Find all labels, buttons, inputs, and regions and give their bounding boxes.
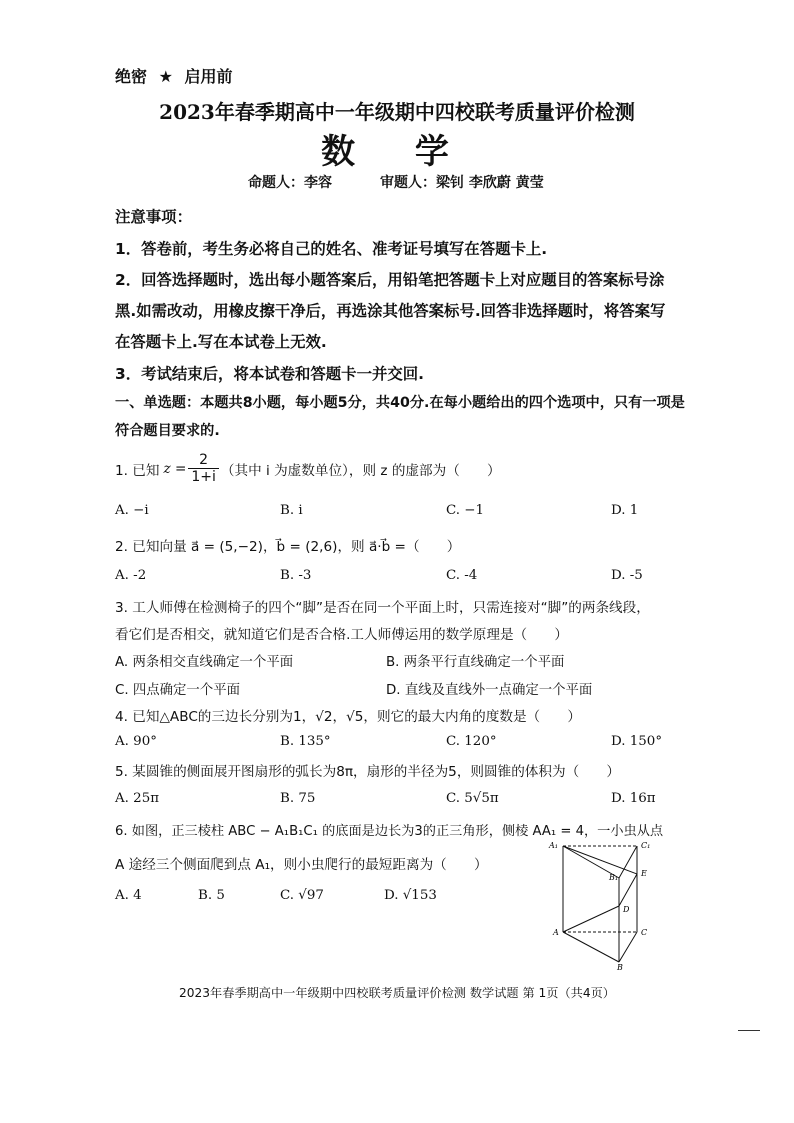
question-2: 2. 已知向量 a⃗ = (5,−2)，b⃗ = (2,6)，则 a⃗·b⃗ =（ ） [115, 539, 461, 555]
q5-option-d: D. 16π [611, 791, 656, 806]
q4-option-b: B. 135° [280, 734, 331, 749]
star-icon: ★ [158, 67, 173, 86]
q3-option-c: C. 四点确定一个平面 [115, 683, 240, 698]
label-e: E [641, 869, 647, 878]
label-a1: A₁ [549, 841, 558, 850]
q6-option-d: D. √153 [384, 888, 437, 903]
q4-option-a: A. 90° [115, 734, 157, 749]
q1-option-c: C. −1 [446, 503, 485, 518]
prism-figure [545, 836, 665, 972]
question-3-line-1: 3. 工人师傅在检测椅子的四个“脚”是否在同一个平面上时，只需连接对“脚”的两条线段， [115, 600, 650, 616]
page-footer: 2023年春季期高中一年级期中四校联考质量评价检测 数学试题 第 1页（共4页） [179, 986, 615, 1000]
section-1-line-1: 一、单选题：本题共8小题，每小题5分，共40分.在每小题给出的四个选项中，只有一项是 [115, 395, 685, 411]
question-4: 4. 已知△ABC的三边长分别为1，√2，√5，则它的最大内角的度数是（ ） [115, 709, 581, 725]
note-item-2-line-3: 在答题卡上.写在本试卷上无效. [115, 333, 327, 351]
q4-option-d: D. 150° [611, 734, 663, 749]
q1-option-a: A. −i [115, 503, 149, 518]
label-c1: C₁ [641, 841, 651, 850]
reviewer-label: 审题人：梁钊 李欣蔚 黄莹 [380, 175, 544, 191]
fraction: $\frac{2}{1+i}$ [188, 452, 219, 485]
question-3-line-2: 看它们是否相交，就知道它们是否合格.工人师傅运用的数学原理是（ ） [115, 627, 568, 643]
q2-option-c: C. -4 [446, 568, 478, 583]
q3-option-d: D. 直线及直线外一点确定一个平面 [386, 683, 593, 698]
q2-option-b: B. -3 [280, 568, 312, 583]
margin-mark [738, 1030, 760, 1031]
label-d: D [623, 905, 630, 914]
question-6-line-1: 6. 如图，正三棱柱 ABC − A₁B₁C₁ 的底面是边长为3的正三角形，侧棱 AA₁ = 4，一小虫从点 [115, 824, 664, 839]
label-b1: B₁ [609, 873, 619, 882]
note-item-3: 3．考试结束后，将本试卷和答题卡一并交回. [115, 365, 424, 383]
q1-option-d: D. 1 [611, 503, 639, 518]
note-item-2-line-1: 2．回答选择题时，选出每小题答案后，用铅笔把答题卡上对应题目的答案标号涂 [115, 271, 665, 289]
q1-option-b: B. i [280, 503, 303, 518]
q2-option-d: D. -5 [611, 568, 643, 583]
section-1-line-2: 符合题目要求的. [115, 423, 220, 439]
note-item-1: 1．答卷前，考生务必将自己的姓名、准考证号填写在答题卡上. [115, 240, 548, 258]
q5-option-a: A. 25π [115, 791, 160, 806]
q6-option-a: A. 4 [115, 888, 142, 903]
notes-heading: 注意事项： [115, 208, 192, 226]
q3-option-a: A. 两条相交直线确定一个平面 [115, 655, 294, 670]
label-a: A [553, 928, 559, 937]
exam-title: 2023年春季期高中一年级期中四校联考质量评价检测 [159, 100, 635, 124]
question-6-line-2: A 途经三个侧面爬到点 A₁，则小虫爬行的最短距离为（ ） [115, 857, 488, 873]
label-b: B [617, 963, 623, 972]
q2-option-a: A. -2 [115, 568, 147, 583]
q6-option-c: C. √97 [280, 888, 324, 903]
q5-option-b: B. 75 [280, 791, 316, 806]
label-c: C [641, 928, 648, 937]
q3-option-b: B. 两条平行直线确定一个平面 [386, 655, 565, 670]
confidential-label: 绝密 ★ 启用前 [115, 67, 233, 86]
setter-label: 命题人：李容 [248, 175, 332, 191]
question-5: 5. 某圆锥的侧面展开图扇形的弧长为8π，扇形的半径为5，则圆锥的体积为（ ） [115, 764, 620, 780]
subject-title: 数 学 [321, 132, 473, 172]
q6-option-b: B. 5 [198, 888, 225, 903]
note-item-2-line-2: 黑.如需改动，用橡皮擦干净后，再选涂其他答案标号.回答非选择题时，将答案写 [115, 302, 666, 320]
q4-option-c: C. 120° [446, 734, 497, 749]
question-1: 1. 已知 z = $\frac{2}{1+i}$ （其中 i 为虚数单位），则 z 的虚部为（ ） [115, 452, 501, 485]
q5-option-c: C. 5√5π [446, 791, 499, 806]
